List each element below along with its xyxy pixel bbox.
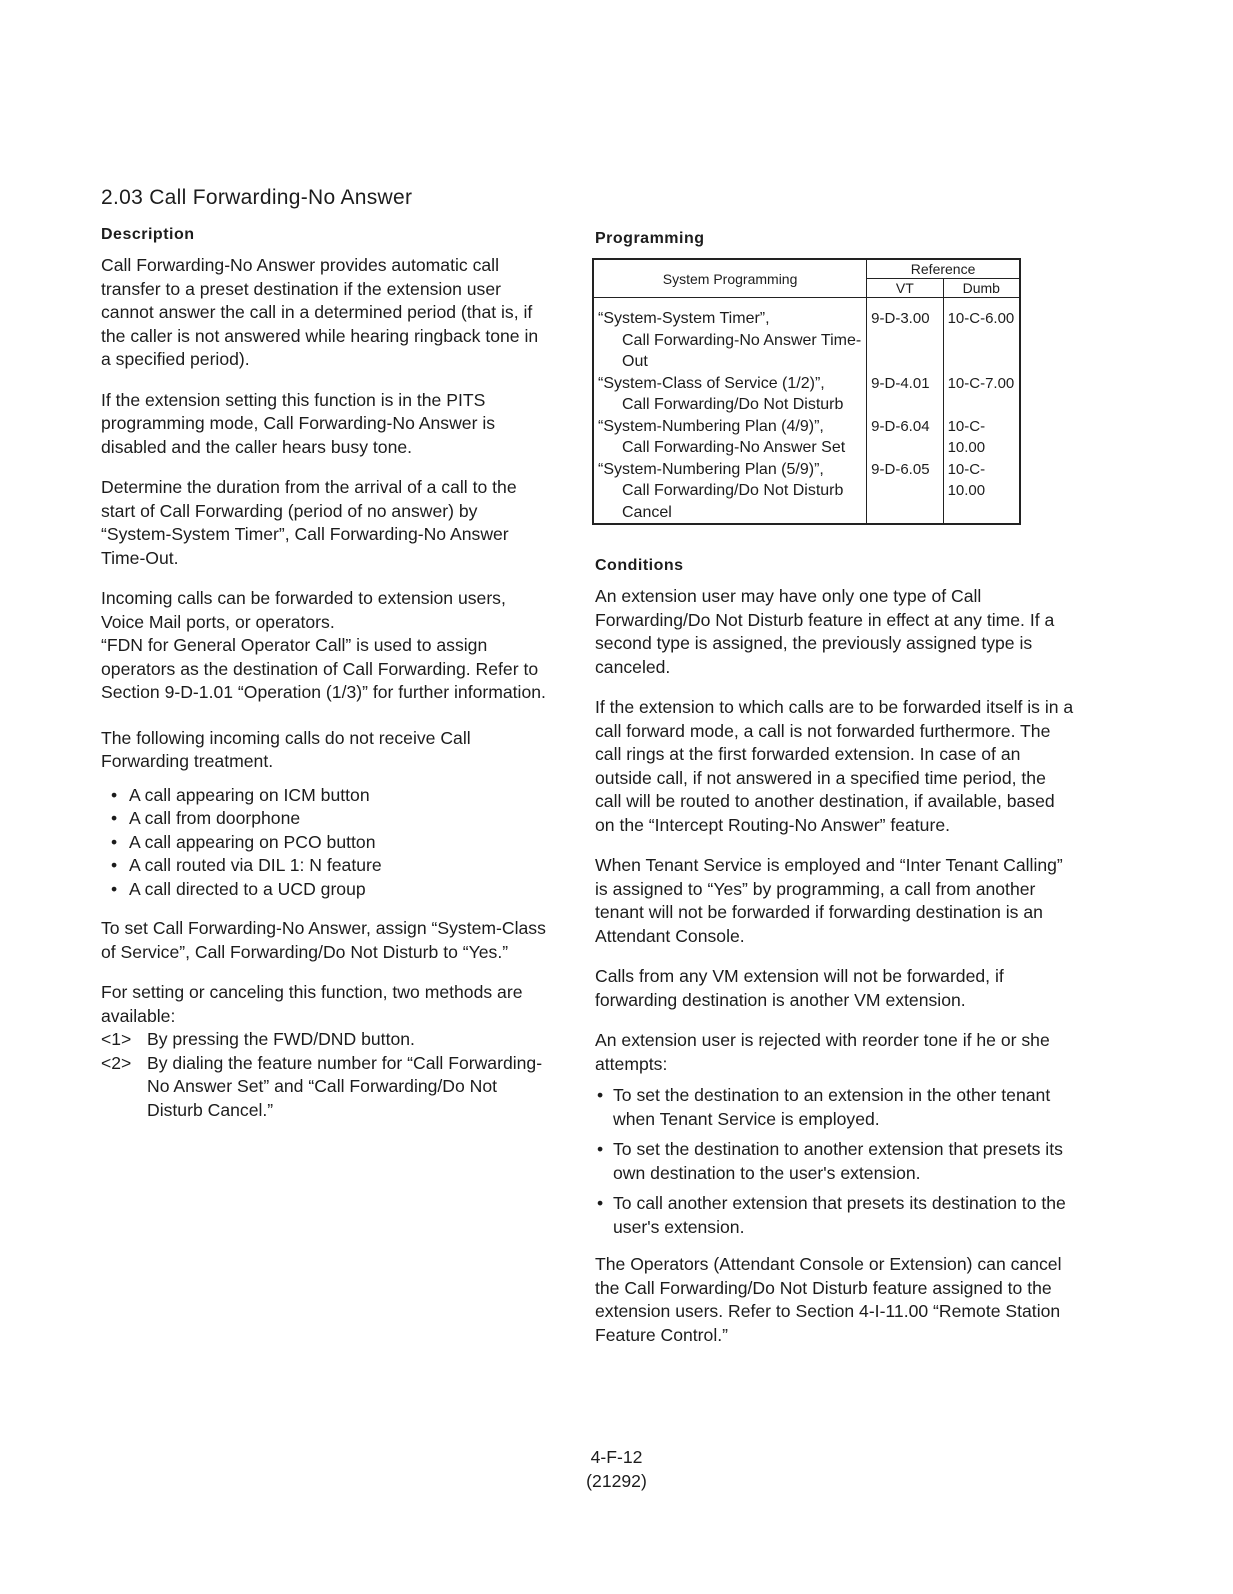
table-cell-name: “System-Class of Service (1/2)”, xyxy=(598,374,825,392)
conditions-paragraph: An extension user may have only one type of Call Forwarding/Do Not Disturb feature in effect at any time. If a second type is assigned, the previously assigned type is canceled. xyxy=(595,586,1055,677)
table-cell-vt: 9-D-4.01 xyxy=(867,373,943,416)
table-cell-vt: 9-D-3.00 xyxy=(867,308,943,373)
description-paragraph: If the extension setting this function is in the PITS programming mode, Call Forwarding-No Answer is disabled and the caller hears busy tone. xyxy=(101,389,496,457)
table-row xyxy=(593,459,1020,525)
method-item xyxy=(101,1028,551,1052)
list-item: • A call appearing on PCO button xyxy=(129,831,551,855)
to-set-text: To set Call Forwarding-No Answer, assign “System-Class of Service”, Call Forwarding/Do Not Disturb to “Yes.” xyxy=(101,918,546,962)
methods-intro: For setting or canceling this function, two methods are available: xyxy=(101,982,523,1026)
not-receive-intro: The following incoming calls do not receive Call Forwarding treatment. xyxy=(101,727,471,771)
method-number: <2> xyxy=(101,1052,132,1073)
description-paragraph: Call Forwarding-No Answer provides automatic call transfer to a preset destination if the extension user cannot answer the call in a determined period (that is, if the caller is not answered while hearing ringback tone in a specified period). xyxy=(101,255,539,369)
conditions-paragraph: When Tenant Service is employed and “Inter Tenant Calling” is assigned to “Yes” by programming, a call from another tenant will not be forwarded if forwarding destination is an Attendant Console. xyxy=(595,855,1063,946)
fdn-operator-text: “FDN for General Operator Call” is used to assign operators as the destination of Call Forwarding. Refer to Section 9-D-1.01 “Operation (1/3)” for further information. xyxy=(101,635,546,702)
programming-column xyxy=(595,226,1075,1364)
method-text: By pressing the FWD/DND button. xyxy=(147,1029,415,1049)
table-row xyxy=(593,308,1020,373)
description-heading: Description xyxy=(101,226,195,243)
table-cell-name: “System-Numbering Plan (5/9)”, xyxy=(598,460,824,478)
table-row xyxy=(593,416,1020,459)
incoming-calls-text: Incoming calls can be forwarded to extension users, Voice Mail ports, or operators. xyxy=(101,588,506,632)
table-cell-vt: 9-D-6.05 xyxy=(867,459,943,525)
table-cell-sub: Call Forwarding-No Answer Set xyxy=(622,439,846,456)
method-text: By dialing the feature number for “Call Forwarding-No Answer Set” and “Call Forwarding/Do Not Disturb Cancel.” xyxy=(147,1052,543,1120)
section-title: 2.03 Call Forwarding-No Answer xyxy=(101,186,413,209)
table-cell-sub: Call Forwarding-No Answer Time-Out xyxy=(622,331,862,370)
list-item: • A call directed to a UCD group xyxy=(129,878,551,902)
system-programming-header: System Programming xyxy=(593,259,867,298)
list-item: • To set the destination to another extension that presets its own destination to the user's extension. xyxy=(613,1138,1075,1185)
table-cell-dumb: 10-C-10.00 xyxy=(943,416,1020,459)
table-cell-sub: Call Forwarding/Do Not Disturb Cancel xyxy=(622,482,844,521)
list-item: • A call appearing on ICM button xyxy=(129,784,551,808)
table-cell-name: “System-Numbering Plan (4/9)”, xyxy=(598,417,824,435)
conditions-paragraph: Calls from any VM extension will not be forwarded, if forwarding destination is another VM extension. xyxy=(595,966,1004,1010)
vt-header: VT xyxy=(867,279,943,298)
description-column xyxy=(101,226,551,1122)
method-number: <1> xyxy=(101,1029,132,1049)
list-item: • To call another extension that presets its destination to the user's extension. xyxy=(613,1192,1075,1239)
conditions-paragraph: If the extension to which calls are to be forwarded itself is in a call forward mode, a call is not forwarded furthermore. The call rings at the first forwarded extension. In case of an outside call, if not answered in a specified time period, the call will be routed to another destination, if available, based on the “Intercept Routing-No Answer” feature. xyxy=(595,697,1074,835)
table-cell-name: “System-System Timer”, xyxy=(598,310,770,327)
table-cell-dumb: 10-C-10.00 xyxy=(943,459,1020,525)
rejected-list xyxy=(595,1084,1075,1239)
not-receive-list xyxy=(101,784,551,902)
list-item: • A call from doorphone xyxy=(129,807,551,831)
conditions-paragraph: An extension user is rejected with reorder tone if he or she attempts: xyxy=(595,1030,1050,1074)
table-cell-dumb: 10-C-7.00 xyxy=(943,373,1020,416)
page-number: 4-F-12 xyxy=(590,1447,643,1467)
programming-heading: Programming xyxy=(595,230,705,247)
table-cell-sub: Call Forwarding/Do Not Disturb xyxy=(622,396,844,413)
table-row xyxy=(593,373,1020,416)
conditions-heading: Conditions xyxy=(595,557,684,574)
programming-table xyxy=(592,258,1021,525)
table-cell-dumb: 10-C-6.00 xyxy=(943,308,1020,373)
description-paragraph: Determine the duration from the arrival of a call to the start of Call Forwarding (period of no answer) by “System-System Timer”, Call Forwarding-No Answer Time-Out. xyxy=(101,477,517,568)
doc-code: (21292) xyxy=(586,1471,647,1491)
method-item xyxy=(101,1052,551,1123)
list-item: • To set the destination to an extension in the other tenant when Tenant Service is employed. xyxy=(613,1084,1075,1131)
reference-header: Reference xyxy=(867,259,1020,279)
page-footer xyxy=(0,1445,1233,1493)
list-item: • A call routed via DIL 1: N feature xyxy=(129,854,551,878)
table-cell-vt: 9-D-6.04 xyxy=(867,416,943,459)
dumb-header: Dumb xyxy=(943,279,1020,298)
conditions-closing: The Operators (Attendant Console or Extension) can cancel the Call Forwarding/Do Not Disturb feature assigned to the extension users. Refer to Section 4-I-11.00 “Remote Station Feature Control.” xyxy=(595,1254,1062,1345)
